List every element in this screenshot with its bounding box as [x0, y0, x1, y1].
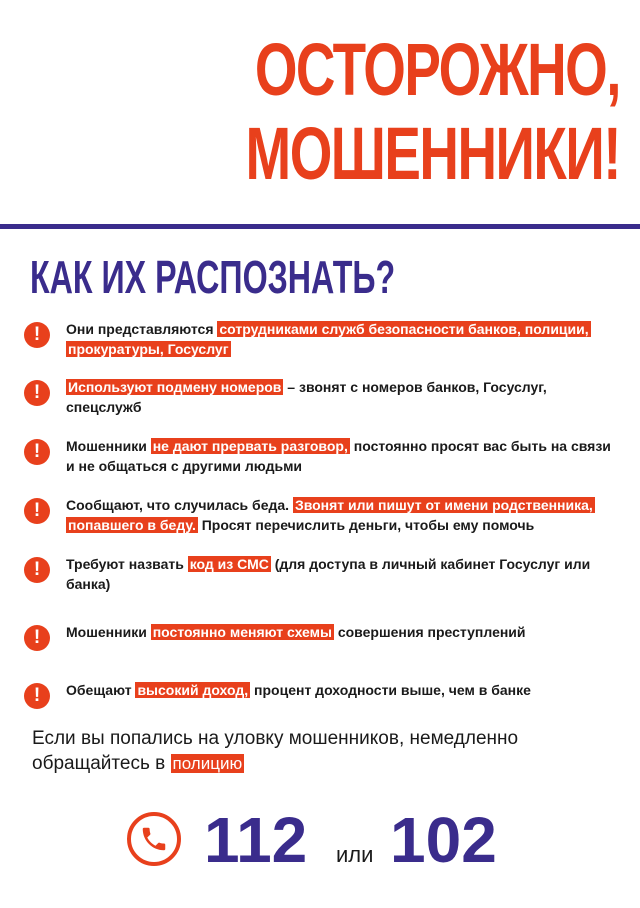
- advice-text: Если вы попались на уловку мошенников, немедленно обращайтесь в: [32, 728, 519, 774]
- highlighted-phrase: постоянно меняют схемы: [152, 624, 332, 640]
- warning-item: [20, 680, 620, 720]
- exclamation-icon: !: [24, 322, 50, 348]
- exclamation-icon: !: [24, 557, 50, 583]
- text-fragment: процент доходности выше, чем в банке: [250, 682, 531, 698]
- phone-number-112: 112: [204, 804, 308, 876]
- text-fragment: постоянно просят вас быть на связи и не общаться с другими людьми: [66, 438, 611, 474]
- text-fragment: Обещают: [66, 682, 136, 698]
- text-fragment: Мошенники: [66, 438, 151, 454]
- highlighted-phrase: код из СМС: [189, 556, 269, 572]
- divider: [0, 224, 640, 229]
- page-title: [246, 28, 620, 196]
- exclamation-icon: !: [24, 498, 50, 524]
- phone-icon: [127, 812, 181, 866]
- warning-text: [66, 377, 614, 417]
- highlighted-phrase: Используют подмену номеров: [68, 379, 282, 395]
- advice-highlight: полицию: [172, 754, 243, 773]
- text-fragment: совершения преступлений: [333, 624, 526, 640]
- warning-text: [66, 622, 614, 642]
- text-fragment: Они представляются: [66, 321, 218, 337]
- warning-item: [20, 319, 620, 359]
- advice-note: [32, 726, 612, 776]
- text-fragment: Просят перечислить деньги, чтобы ему помочь: [197, 517, 535, 533]
- text-fragment: Требуют назвать: [66, 556, 188, 572]
- warning-text: [66, 319, 614, 359]
- section-title: КАК ИХ РАСПОЗНАТЬ?: [30, 251, 396, 303]
- warning-text: [66, 436, 614, 476]
- highlighted-phrase: не дают прервать разговор,: [152, 438, 348, 454]
- warning-text: [66, 554, 614, 594]
- exclamation-icon: !: [24, 380, 50, 406]
- warning-item: [20, 495, 620, 535]
- exclamation-icon: !: [24, 439, 50, 465]
- highlighted-phrase: Звонят или пишут от имени родственника, попавшего в беду.: [68, 497, 593, 533]
- title-line-2: МОШЕННИКИ!: [245, 112, 620, 195]
- text-fragment: – звонят с номеров банков, Госуслуг, спецслужб: [66, 379, 547, 415]
- highlighted-phrase: сотрудниками служб безопасности банков, полиции, прокуратуры, Госуслуг: [68, 321, 589, 357]
- text-fragment: (для доступа в личный кабинет Госуслуг или банка): [66, 556, 591, 592]
- warning-item: [20, 436, 620, 476]
- warning-text: [66, 495, 614, 535]
- phone-separator: или: [336, 842, 374, 867]
- phone-number-102: 102: [390, 804, 497, 876]
- title-line-1: ОСТОРОЖНО,: [254, 28, 620, 111]
- warning-text: [66, 680, 614, 700]
- highlighted-phrase: высокий доход,: [137, 682, 249, 698]
- exclamation-icon: !: [24, 625, 50, 651]
- text-fragment: Мошенники: [66, 624, 151, 640]
- warning-item: [20, 554, 620, 594]
- warning-item: [20, 377, 620, 417]
- warning-item: [20, 622, 620, 662]
- text-fragment: Сообщают, что случилась беда.: [66, 497, 293, 513]
- exclamation-icon: !: [24, 683, 50, 709]
